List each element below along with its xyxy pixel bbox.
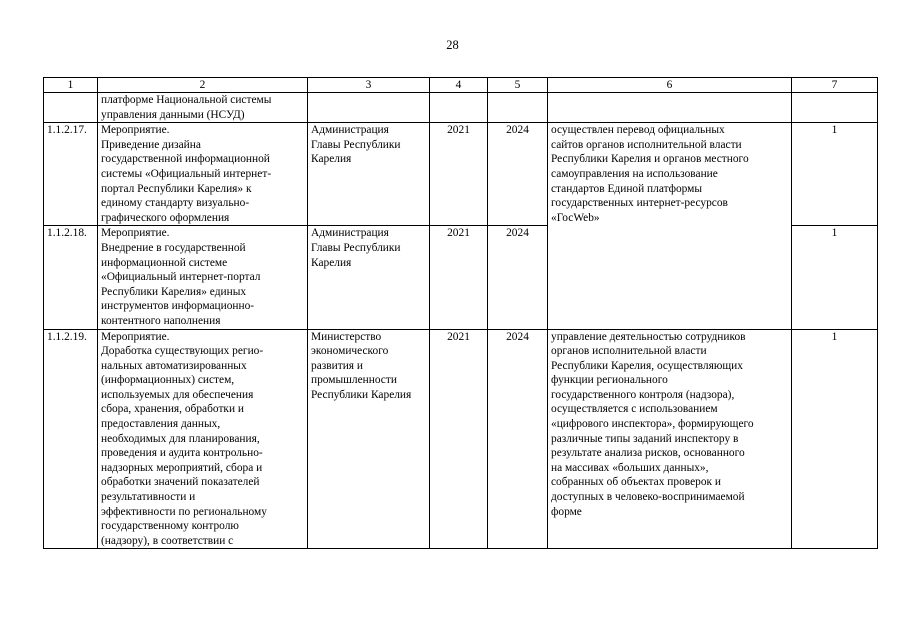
item-number: 1.1.2.18.: [44, 226, 98, 329]
item-number: [44, 93, 98, 123]
start-year: 2021: [430, 329, 488, 549]
column-header: 5: [488, 78, 548, 93]
expected-result: осуществлен перевод официальных сайтов органов исполнительной власти Республики Карелия и органов местного самоуправления на использование стандартов Единой платформы государственных интернет-ресурсов «ГосWeb»: [548, 123, 792, 329]
responsible-executor: Администрация Главы Республики Карелия: [308, 123, 430, 226]
activity-description: Мероприятие. Приведение дизайна государственной информационной системы «Официальный интернет- портал Республики Карелия» к единому стандарту визуально- графического оформления: [98, 123, 308, 226]
indicator-link: [792, 93, 878, 123]
responsible-executor: Министерство экономического развития и промышленности Республики Карелия: [308, 329, 430, 549]
column-header: 4: [430, 78, 488, 93]
indicator-link: 1: [792, 329, 878, 549]
expected-result: управление деятельностью сотрудников органов исполнительной власти Республики Карелия, осуществляющих функции регионального государственного контроля (надзора), осуществляется с использованием «цифрового инспектора», формирующего различные типы заданий инспектору в результате анализа рисков, основанного на массивах «больших данных», собранных об объектах проверок и доступных в человеко-воспринимаемой форме: [548, 329, 792, 549]
activity-description: Мероприятие. Доработка существующих регио- нальных автоматизированных (информационных) систем, используемых для обеспечения сбора, хранения, обработки и предоставления данных, необходимых для планирования, проведения и аудита контрольно- надзорных мероприятий, сбора и обработки значений показателей результативности и эффективности по региональному государственному контролю (надзору), в соответствии с: [98, 329, 308, 549]
table-row: [44, 123, 878, 226]
column-header: 2: [98, 78, 308, 93]
column-header: 6: [548, 78, 792, 93]
responsible-executor: [308, 93, 430, 123]
end-year: 2024: [488, 123, 548, 226]
column-header: 1: [44, 78, 98, 93]
indicator-link: 1: [792, 226, 878, 329]
table-row: [44, 329, 878, 549]
activity-description: Мероприятие. Внедрение в государственной информационной системе «Официальный интернет-портал Республики Карелия» единых инструментов информационно- контентного наполнения: [98, 226, 308, 329]
end-year: 2024: [488, 329, 548, 549]
column-header: 7: [792, 78, 878, 93]
activity-description: платформе Национальной системы управления данными (НСУД): [98, 93, 308, 123]
column-header: 3: [308, 78, 430, 93]
activities-table: [43, 77, 878, 549]
start-year: [430, 93, 488, 123]
responsible-executor: Администрация Главы Республики Карелия: [308, 226, 430, 329]
expected-result: [548, 93, 792, 123]
end-year: 2024: [488, 226, 548, 329]
table-row: [44, 93, 878, 123]
item-number: 1.1.2.19.: [44, 329, 98, 549]
end-year: [488, 93, 548, 123]
indicator-link: 1: [792, 123, 878, 226]
header-row: [44, 78, 878, 93]
start-year: 2021: [430, 226, 488, 329]
item-number: 1.1.2.17.: [44, 123, 98, 226]
page-number: 28: [446, 38, 459, 52]
start-year: 2021: [430, 123, 488, 226]
